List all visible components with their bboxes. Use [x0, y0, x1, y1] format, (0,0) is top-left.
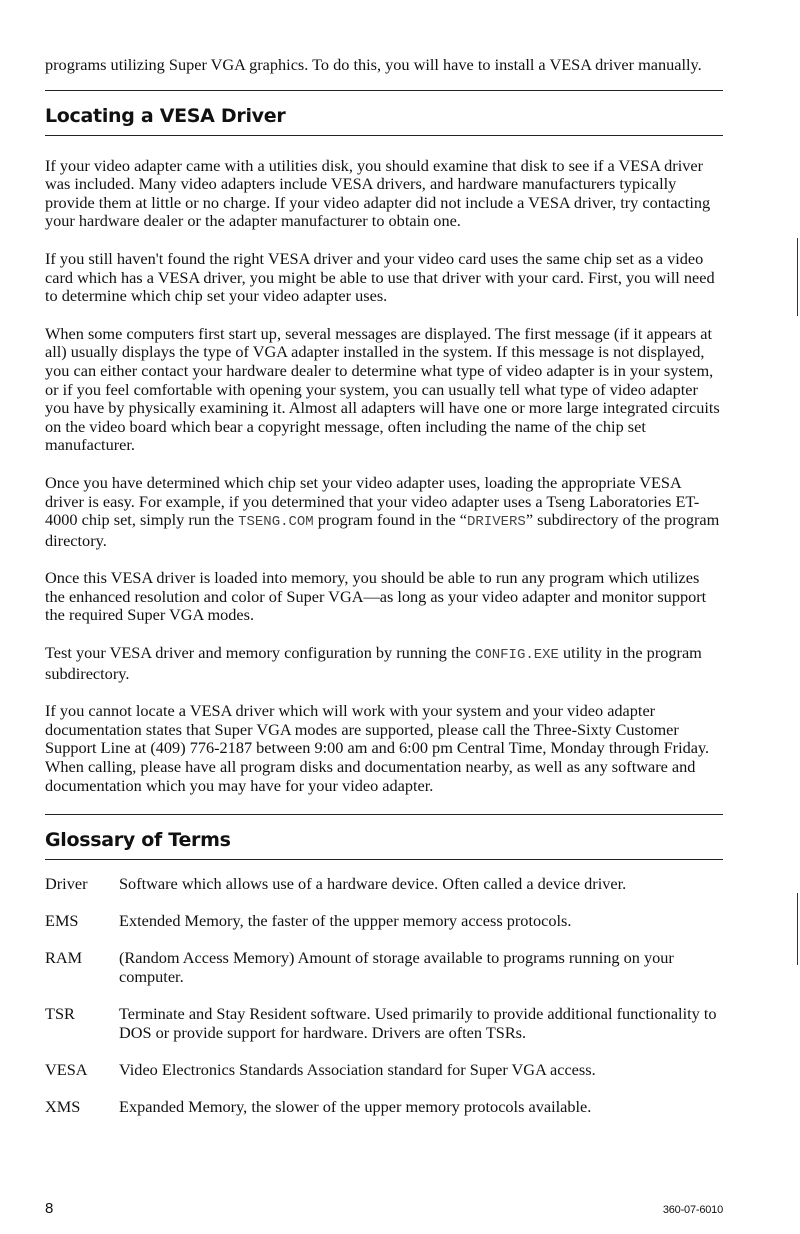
glossary-term: XMS [45, 1097, 81, 1117]
glossary-entry-ems [45, 911, 723, 930]
glossary-definition: Software which allows use of a hardware device. Often called a device driver. [119, 874, 627, 894]
glossary-divider-bottom [45, 859, 723, 860]
section-divider-bottom [45, 135, 723, 136]
glossary-term: EMS [45, 911, 79, 931]
glossary-definition: Extended Memory, the faster of the uppper memory access protocols. [119, 911, 572, 931]
glossary-term: VESA [45, 1060, 88, 1080]
glossary-definition: Expanded Memory, the slower of the upper memory protocols available. [119, 1097, 592, 1117]
paragraph-5: Once this VESA driver is loaded into memory, you should be able to run any program which utilizes the enhanced resolution and color of Super VGA—as long as your video adapter and monitor support the required Super VGA modes. [45, 568, 707, 625]
paragraph-2: If you still haven't found the right VESA driver and your video card uses the same chip set as a video card which has a VESA driver, you might be able to use that driver with your card. First, you will need to determine which chip set your video adapter uses. [45, 248, 715, 306]
paragraph-6-text-b: utility in the program subdirectory. [45, 643, 702, 683]
config-filename: CONFIG.EXE [474, 647, 559, 664]
scan-edge-mark-upper [797, 238, 799, 316]
page-footer [45, 1200, 723, 1217]
glossary-entry-vesa [45, 1060, 723, 1079]
page-number: 8 [45, 1200, 54, 1217]
paragraph-6 [45, 644, 723, 683]
glossary-list [45, 874, 723, 1116]
section-divider-top [45, 90, 723, 91]
glossary-definition: (Random Access Memory) Amount of storage available to programs running on your computer. [119, 948, 674, 987]
document-code: 360-07-6010 [662, 1204, 723, 1216]
paragraph-4-text-b: program found in the “ [313, 510, 467, 530]
glossary-entry-ram [45, 948, 723, 986]
locating-body [45, 157, 723, 796]
paragraph-7: If you cannot locate a VESA driver which will work with your system and your video adapter documentation states that Super VGA modes are supported, please call the Three-Sixty Customer Support Line at (409) 776-2187 between 9:00 am and 6:00 pm Central Time, Monday through Friday. When calling, please have all program disks and documentation nearby, as well as any software and documentation which you may have for your video adapter. [45, 701, 710, 795]
section-heading-glossary: Glossary of Terms [45, 829, 231, 852]
drivers-directory: DRIVERS [467, 514, 526, 531]
glossary-section [45, 814, 723, 1116]
glossary-term: TSR [45, 1004, 75, 1024]
paragraph-4 [45, 474, 723, 550]
glossary-term: RAM [45, 948, 83, 968]
glossary-divider-top [45, 814, 723, 815]
scan-edge-mark-lower [797, 893, 799, 965]
paragraph-6-text-a: Test your VESA driver and memory configuration by running the [45, 643, 475, 663]
glossary-definition: Terminate and Stay Resident software. Used primarily to provide additional functionality to DOS or provide support for hardware. Drivers are often TSRs. [119, 1004, 717, 1043]
paragraph-1: If your video adapter came with a utilities disk, you should examine that disk to see if a VESA driver was included. Many video adapters include VESA drivers, and hardware manufacturers typically provide them at little or no charge. If your video adapter did not include a VESA driver, try contacting your hardware dealer or the adapter manufacturer to obtain one. [45, 155, 711, 231]
intro-paragraph: programs utilizing Super VGA graphics. To do this, you will have to install a VESA driver manually. [45, 55, 702, 74]
glossary-entry-xms [45, 1097, 723, 1116]
glossary-definition: Video Electronics Standards Association standard for Super VGA access. [119, 1060, 596, 1080]
glossary-term: Driver [45, 874, 88, 894]
paragraph-3: When some computers first start up, several messages are displayed. The first message (if it appears at all) usually displays the type of VGA adapter installed in the system. If this message is not displayed, you can either contact your hardware dealer to determine what type of video adapter is in your system, or if you feel comfortable with opening your system, you can usually tell what type of video adapter you have by physically examining it. Almost all adapters will have one or more large integrated circuits on the video board which bear a copyright message, often including the name of the chip set manufacturer. [45, 323, 720, 455]
glossary-entry-driver [45, 874, 723, 893]
paragraph-4-text-c: ” subdirectory of the program directory. [45, 510, 720, 550]
section-heading-locating: Locating a VESA Driver [45, 104, 286, 127]
tseng-filename: TSENG.COM [238, 514, 314, 531]
document-page [45, 56, 723, 1134]
paragraph-4-text-a: Once you have determined which chip set your video adapter uses, loading the appropriate VESA driver is easy. For example, if you determined that your video adapter uses a Tseng Laboratories ET-4000 chip set, simply run the [45, 472, 700, 530]
glossary-entry-tsr [45, 1004, 723, 1042]
